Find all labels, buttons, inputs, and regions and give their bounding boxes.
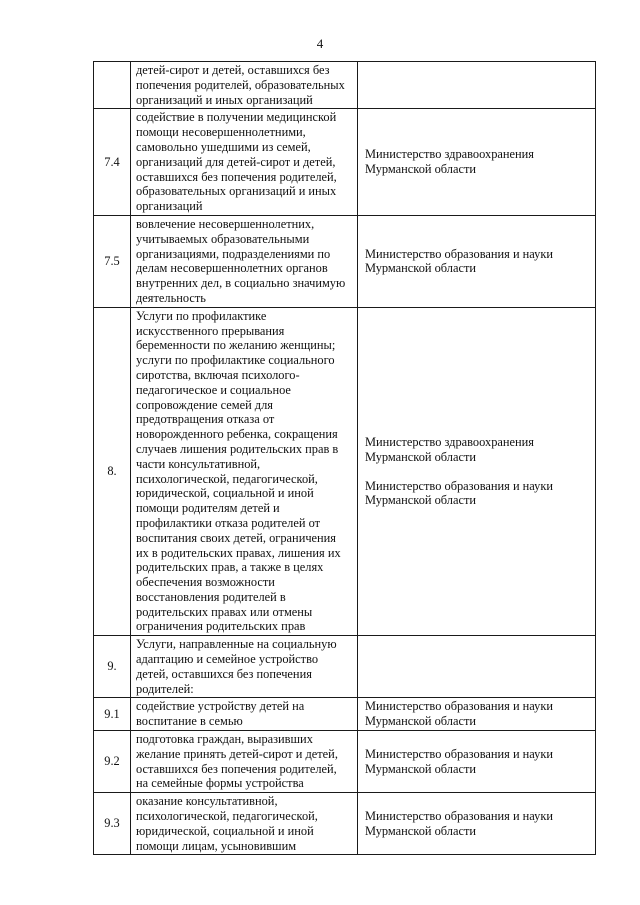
ministry-line: Мурманской области — [365, 493, 477, 508]
description-line: сопровождение семей для — [136, 397, 273, 412]
description-line: оставшихся без попечения родителей, — [136, 761, 337, 776]
description-line: предотвращения отказа от — [136, 412, 275, 427]
description-line: восстановления родителей в — [136, 589, 286, 604]
table-row — [94, 307, 596, 636]
table-row — [94, 62, 596, 109]
description-line: организаций — [136, 199, 203, 214]
table-row — [94, 793, 596, 855]
description-line: их в родительских правах, лишения их — [136, 545, 341, 560]
description-line: беременности по желанию женщины; — [136, 338, 336, 353]
service-description — [131, 307, 358, 636]
ministry-line: Мурманской области — [365, 261, 477, 276]
row-number: 7.4 — [94, 109, 131, 216]
description-line: юридической, социальной и иной — [136, 823, 314, 838]
table-row — [94, 215, 596, 307]
description-line: услуги по профилактике социального — [136, 353, 335, 368]
description-line: ограничения родительских прав — [136, 619, 306, 634]
description-line: на семейные формы устройства — [136, 776, 304, 791]
ministry-line: Мурманской области — [365, 761, 477, 776]
ministry-line: Министерство здравоохранения — [365, 434, 534, 449]
description-line: образовательных организаций и иных — [136, 184, 337, 199]
responsible-ministry — [358, 109, 596, 216]
description-line: психологической, педагогической, — [136, 471, 318, 486]
ministry-line: Министерство образования и науки — [365, 699, 554, 714]
description-line: подготовка граждан, выразивших — [136, 732, 313, 747]
ministry-line: Министерство образования и науки — [365, 246, 554, 261]
description-line: организациями, подразделениями по — [136, 246, 331, 261]
responsible-ministry — [358, 698, 596, 731]
table-row — [94, 731, 596, 793]
description-line: помощи лицам, усыновившим — [136, 838, 297, 853]
description-line: желание принять детей-сирот и детей, — [136, 746, 338, 761]
description-line: сиротства, включая психолого- — [136, 367, 300, 382]
description-line: содействие устройству детей на — [136, 699, 305, 714]
row-number: 9. — [94, 636, 131, 698]
description-line: самовольно ушедшими из семей, — [136, 139, 311, 154]
description-line: помощи несовершеннолетними, — [136, 125, 306, 140]
description-line: родительских прав, а также в целях — [136, 560, 324, 575]
description-line: оставшихся без попечения родителей, — [136, 169, 337, 184]
service-description — [131, 731, 358, 793]
row-number: 8. — [94, 307, 131, 636]
ministry-line: Министерство здравоохранения — [365, 147, 534, 162]
description-line: воспитания своих детей, ограничения — [136, 530, 337, 545]
row-number: 9.2 — [94, 731, 131, 793]
responsible-ministry — [358, 215, 596, 307]
table-row — [94, 636, 596, 698]
service-description — [131, 698, 358, 731]
ministry-line: Министерство образования и науки — [365, 809, 554, 824]
description-line: юридической, социальной и иной — [136, 486, 314, 501]
description-line: Услуги по профилактике — [136, 308, 267, 323]
description-line: помощи родителям детей и — [136, 501, 280, 516]
description-line: родительских правах или отмены — [136, 604, 313, 619]
description-line: новорожденного ребенка, сокращения — [136, 427, 338, 442]
service-description — [131, 793, 358, 855]
description-line: организаций для детей-сирот и детей, — [136, 154, 336, 169]
row-number: 9.1 — [94, 698, 131, 731]
description-line: детей, оставшихся без попечения — [136, 666, 312, 681]
description-line: Услуги, направленные на социальную — [136, 637, 337, 652]
responsible-ministry — [358, 731, 596, 793]
page-number: 4 — [316, 36, 324, 51]
ministry-line: Мурманской области — [365, 162, 477, 177]
description-line: детей-сирот и детей, оставшихся без — [136, 63, 330, 77]
responsible-ministry — [358, 793, 596, 855]
row-number — [94, 62, 131, 109]
service-description — [131, 62, 358, 109]
description-line: профилактики отказа родителей от — [136, 515, 321, 530]
responsible-ministry — [358, 307, 596, 636]
responsible-ministry — [358, 62, 596, 109]
description-line: внутренних дел, в социально значимую — [136, 276, 346, 291]
ministry-line: Мурманской области — [365, 823, 477, 838]
row-number: 9.3 — [94, 793, 131, 855]
description-line: воспитание в семью — [136, 714, 243, 729]
description-line: деятельность — [136, 290, 206, 305]
description-line: попечения родителей, образовательных — [136, 77, 345, 92]
service-description — [131, 215, 358, 307]
description-line: учитываемых образовательными — [136, 231, 310, 246]
service-description — [131, 109, 358, 216]
description-line: адаптацию и семейное устройство — [136, 652, 319, 667]
description-line: психологической, педагогической, — [136, 809, 318, 824]
ministry-line: Мурманской области — [365, 714, 477, 729]
ministry-line: Мурманской области — [365, 449, 477, 464]
description-line: вовлечение несовершеннолетних, — [136, 216, 315, 231]
services-table — [93, 61, 596, 855]
description-line: обеспечения возможности — [136, 575, 275, 590]
ministry-line: Министерство образования и науки — [365, 478, 554, 493]
description-line: оказание консультативной, — [136, 794, 278, 809]
description-line: делам несовершеннолетних органов — [136, 261, 328, 276]
description-line: родителей: — [136, 681, 194, 696]
ministry-line: Министерство образования и науки — [365, 746, 554, 761]
description-line: случаев лишения родительских прав в — [136, 441, 339, 456]
description-line: искусственного прерывания — [136, 323, 285, 338]
description-line: педагогическое и социальное — [136, 382, 291, 397]
table-row — [94, 109, 596, 216]
description-line: организаций и иных организаций — [136, 92, 313, 107]
service-description — [131, 636, 358, 698]
description-line: содействие в получении медицинской — [136, 110, 337, 125]
description-line: части консультативной, — [136, 456, 261, 471]
row-number: 7.5 — [94, 215, 131, 307]
table-row — [94, 698, 596, 731]
responsible-ministry — [358, 636, 596, 698]
